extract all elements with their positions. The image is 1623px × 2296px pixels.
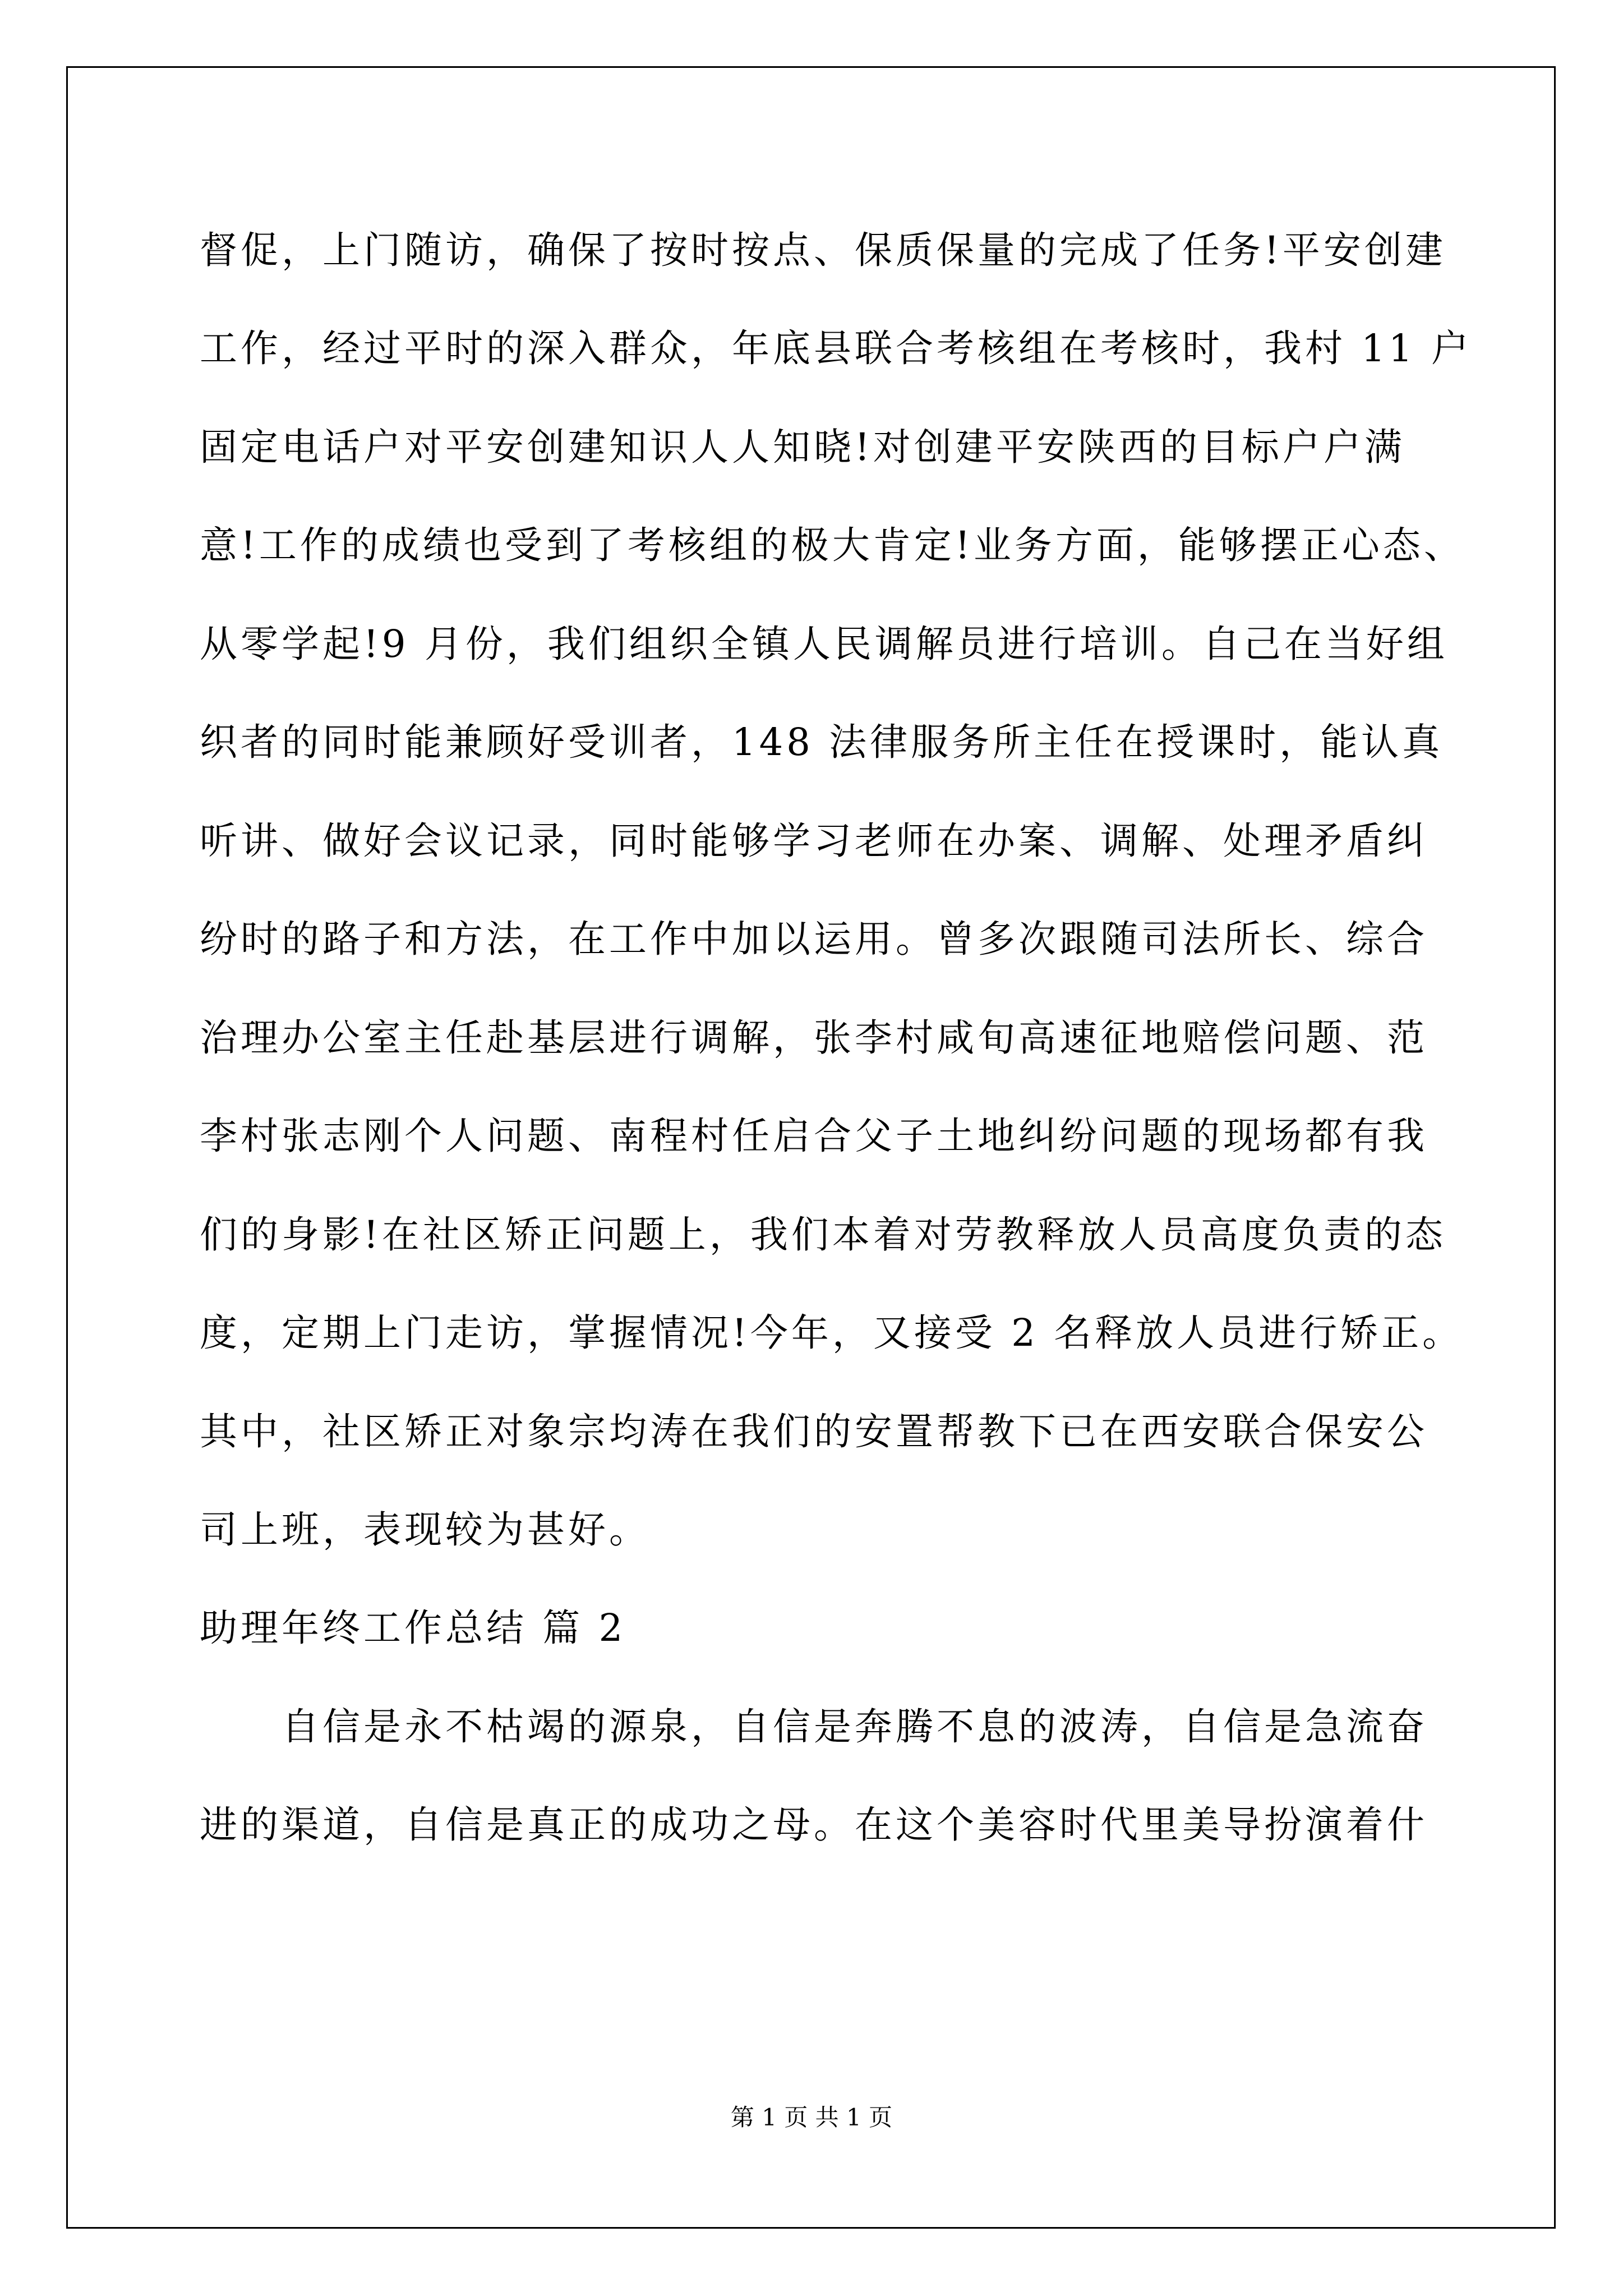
text-line: 自信是永不枯竭的源泉，自信是奔腾不息的波涛，自信是急流奋 — [282, 1705, 1428, 1749]
text-line: 固定电话户对平安创建知识人人知晓!对创建平安陕西的目标户户满 — [200, 425, 1405, 469]
text-line: 司上班，表现较为甚好。 — [200, 1508, 650, 1552]
page-footer: 第 1 页 共 1 页 — [730, 2104, 893, 2131]
section-heading: 助理年终工作总结 篇 2 — [200, 1606, 626, 1650]
text-line: 督促，上门随访，确保了按时按点、保质保量的完成了任务!平安创建 — [200, 228, 1446, 272]
text-line: 从零学起!9 月份，我们组织全镇人民调解员进行培训。自己在当好组 — [200, 622, 1448, 666]
text-line: 们的身影!在社区矫正问题上，我们本着对劳教释放人员高度负责的态 — [200, 1213, 1446, 1257]
text-line: 意!工作的成绩也受到了考核组的极大肯定!业务方面，能够摆正心态、 — [200, 523, 1465, 567]
text-line: 织者的同时能兼顾好受训者，148 法律服务所主任在授课时，能认真 — [200, 720, 1444, 764]
text-line: 工作，经过平时的深入群众，年底县联合考核组在考核时，我村 11 户 — [200, 326, 1472, 370]
text-line: 度，定期上门走访，掌握情况!今年，又接受 2 名释放人员进行矫正。 — [200, 1311, 1464, 1355]
text-line: 治理办公室主任赴基层进行调解，张李村咸旬高速征地赔偿问题、范 — [200, 1016, 1428, 1060]
text-line: 进的渠道，自信是真正的成功之母。在这个美容时代里美导扮演着什 — [200, 1803, 1428, 1847]
text-line: 李村张志刚个人问题、南程村任启合父子土地纠纷问题的现场都有我 — [200, 1114, 1428, 1158]
text-line: 听讲、做好会议记录，同时能够学习老师在办案、调解、处理矛盾纠 — [200, 819, 1428, 863]
text-line: 其中，社区矫正对象宗均涛在我们的安置帮教下已在西安联合保安公 — [200, 1410, 1428, 1453]
text-line: 纷时的路子和方法，在工作中加以运用。曾多次跟随司法所长、综合 — [200, 917, 1428, 961]
